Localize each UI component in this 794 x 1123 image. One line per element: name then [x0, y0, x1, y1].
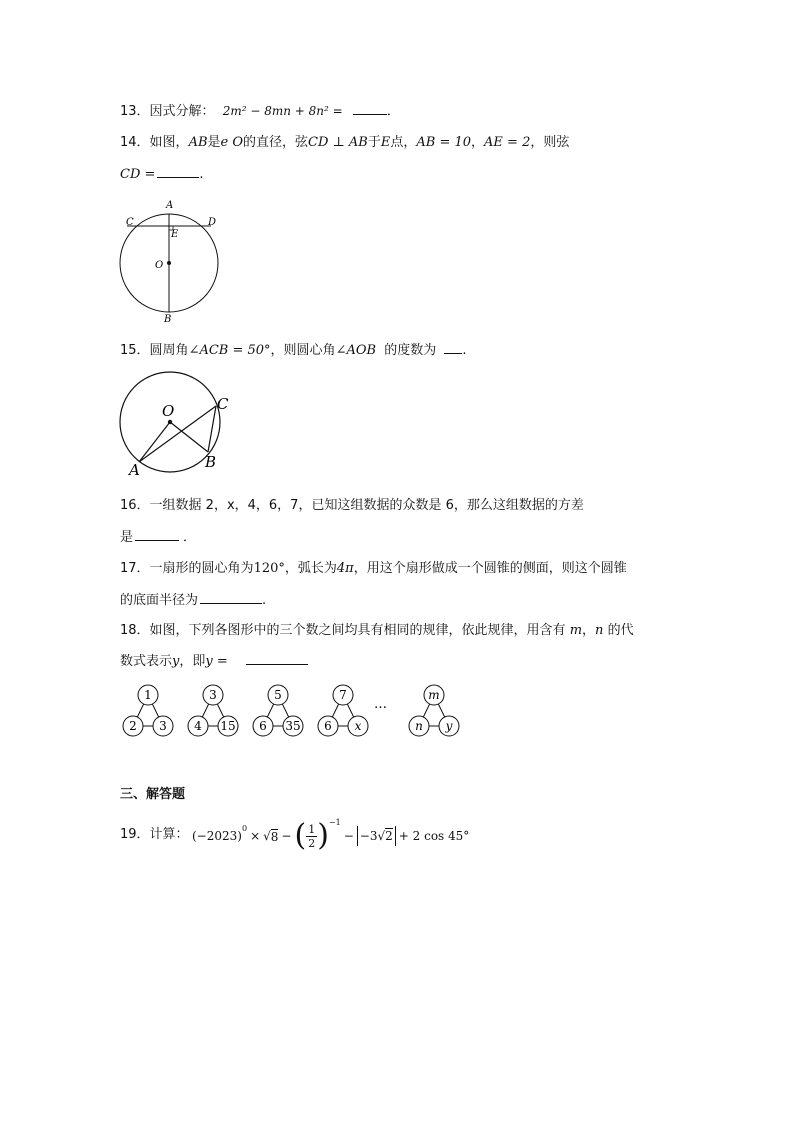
q14-label-o: O: [155, 260, 164, 271]
q17-text-c: ，用这个扇形做成一个圆锥的侧面，则这个圆锥: [353, 561, 627, 576]
q18-fig5-left: n: [415, 719, 423, 733]
q19-power-base: (−2023): [192, 829, 242, 843]
q15-figure: [112, 368, 242, 480]
q18-fig4-right: x: [354, 719, 362, 733]
q14-label-c: C: [126, 217, 134, 228]
q13-line: [120, 102, 400, 121]
q15-label-c: C: [217, 395, 229, 413]
q15-text-c: 的度数为: [384, 343, 437, 358]
q14-text-a: 如图，: [149, 135, 189, 150]
q19-frac-den: 2: [308, 836, 316, 850]
q15-segment-oa: [139, 422, 170, 462]
q18-text-c: 数式表示: [120, 654, 173, 669]
q14-line1: [120, 134, 569, 152]
q15-answer-blank[interactable]: [444, 341, 462, 354]
q18-fig1-top: 1: [144, 688, 152, 702]
q15-text-b: ，则圆心角: [270, 343, 336, 358]
q14-cd-perp-ab: CD ⊥ AB: [308, 135, 368, 150]
q15-number: 15．: [120, 343, 150, 358]
q19-frac-exp: −1: [328, 817, 341, 827]
q13-tail: ．: [386, 104, 400, 119]
q18-number: 18．: [120, 623, 150, 638]
q17-line2: [120, 591, 266, 610]
q19-abs-inner: −3: [359, 829, 378, 843]
q19-power-exp: 0: [241, 823, 248, 833]
q18-text-b: 的代: [607, 623, 634, 638]
q19-fraction: [306, 823, 317, 850]
q15-label-o: O: [162, 402, 175, 420]
q15-label-b: B: [205, 453, 217, 471]
q18-figure-3: [253, 685, 303, 736]
q18-var-m: m: [569, 623, 583, 638]
q15-angle-aob: ∠AOB: [335, 343, 377, 358]
q19-number: 19．: [120, 827, 150, 842]
q18-line2: [120, 652, 308, 671]
q17-number: 17．: [120, 561, 150, 576]
q13-number: 13．: [120, 104, 150, 119]
q18-var-n: n: [595, 623, 604, 638]
q15-angle-acb: ∠ACB = 50°: [188, 343, 271, 358]
section-3-title: 三、解答题: [120, 787, 186, 802]
q15-center-dot: [168, 420, 172, 424]
q15-tail: .: [462, 343, 467, 358]
q18-fig2-top: 3: [209, 688, 217, 702]
q15-segment-ob: [170, 422, 208, 452]
q19-paren-left: (: [294, 818, 307, 853]
q14-ae-eq: AE = 2: [484, 135, 531, 150]
q19-sqrt8: 8: [270, 829, 279, 844]
q13-expression: 2m² − 8mn + 8n² =: [222, 104, 343, 118]
q14-label-a: A: [166, 200, 174, 211]
q15-line: [120, 341, 467, 360]
q16-line2: [120, 528, 196, 547]
q19-sqrt8-symbol: √: [263, 829, 271, 843]
q18-figure-2: [188, 685, 238, 736]
q13-answer-blank[interactable]: [353, 102, 387, 115]
q15-label-a: A: [129, 461, 140, 479]
q16-line1: [120, 497, 584, 515]
q18-ellipsis: …: [374, 697, 387, 712]
q18-answer-blank[interactable]: [246, 652, 308, 665]
q18-figure-1: [123, 685, 173, 736]
q14-ab: AB: [188, 135, 208, 150]
q18-text-a: 如图，下列各图形中的三个数之间均具有相同的规律，依此规律，用含有: [149, 623, 566, 638]
q16-text: 一组数据 2，x，4，6，7，已知这组数据的众数是 6，那么这组数据的方差: [149, 498, 584, 513]
q19-paren-right: ): [317, 818, 329, 853]
q18-var-y: y: [172, 654, 180, 669]
q18-fig3-right: 35: [285, 719, 301, 733]
q18-fig4-left: 6: [324, 719, 332, 733]
q18-fig4-top: 7: [339, 688, 347, 702]
q19-line: [120, 826, 189, 844]
q17-angle: 120°: [253, 561, 285, 576]
q16-text-2: 是: [120, 530, 134, 545]
q19-text: 计算：: [149, 827, 189, 842]
q14-ab-eq: AB = 10: [416, 135, 472, 150]
q14-e: E: [380, 135, 391, 150]
q14-text-b: 是: [207, 135, 221, 150]
q18-fig1-left: 2: [129, 719, 137, 733]
q17-arc: 4π: [336, 561, 354, 576]
q19-sqrt2-symbol: √: [377, 829, 386, 843]
q14-circle-o: e O: [220, 135, 244, 150]
q13-text: 因式分解：: [149, 104, 215, 119]
q18-fig1-right: 3: [159, 719, 167, 733]
q16-number: 16．: [120, 498, 150, 513]
q14-figure: [112, 196, 232, 328]
q14-tail: .: [199, 167, 204, 182]
q18-sep: ，: [582, 623, 596, 638]
q16-tail: ．: [183, 530, 197, 545]
q18-y-eq: y =: [205, 654, 228, 669]
q19-minus: −: [281, 829, 292, 843]
q18-line1: [120, 622, 634, 640]
q19-expression: [192, 816, 469, 856]
q14-number: 14．: [120, 135, 150, 150]
q14-label-e: E: [171, 229, 179, 240]
q17-tail: .: [262, 593, 267, 608]
q14-line2: [120, 165, 204, 184]
q17-text-2: 的底面半径为: [120, 593, 199, 608]
q14-text-e: 点，: [390, 135, 417, 150]
q19-minus-2: −: [343, 829, 354, 843]
q14-sep: ，: [471, 135, 485, 150]
q18-text-d: ，即: [179, 654, 206, 669]
q18-fig5-right: y: [445, 719, 453, 733]
q14-cd-eq: CD =: [120, 167, 156, 182]
q14-label-d: D: [208, 217, 217, 228]
q18-figure-5: [409, 685, 459, 736]
q18-fig3-left: 6: [259, 719, 267, 733]
q14-label-b: B: [164, 314, 172, 325]
q18-fig2-right: 15: [220, 719, 236, 733]
q17-answer-blank[interactable]: [200, 591, 262, 604]
q15-text-a: 圆周角: [149, 343, 189, 358]
q14-text-d: 于: [367, 135, 381, 150]
q19-plus-cos: + 2 cos 45°: [398, 829, 470, 843]
q19-abs: [357, 826, 396, 846]
q17-text-b: ，弧长为: [284, 561, 337, 576]
q18-figure-4: [318, 685, 368, 736]
q14-text-f: ，则弦: [530, 135, 570, 150]
q19-times: ×: [250, 829, 261, 843]
q14-center-dot: [167, 261, 171, 265]
q18-fig2-left: 4: [194, 719, 202, 733]
q18-fig5-top: m: [428, 688, 440, 702]
q17-text-a: 一扇形的圆心角为: [149, 561, 254, 576]
q18-figures: [112, 680, 472, 744]
q18-fig3-top: 5: [274, 688, 282, 702]
q19-sqrt2: 2: [385, 829, 393, 843]
q16-answer-blank[interactable]: [135, 528, 179, 541]
q14-text-c: 的直径，弦: [243, 135, 309, 150]
q14-answer-blank[interactable]: [157, 165, 199, 178]
q17-line1: [120, 560, 627, 578]
q19-frac-num: 1: [308, 822, 316, 836]
